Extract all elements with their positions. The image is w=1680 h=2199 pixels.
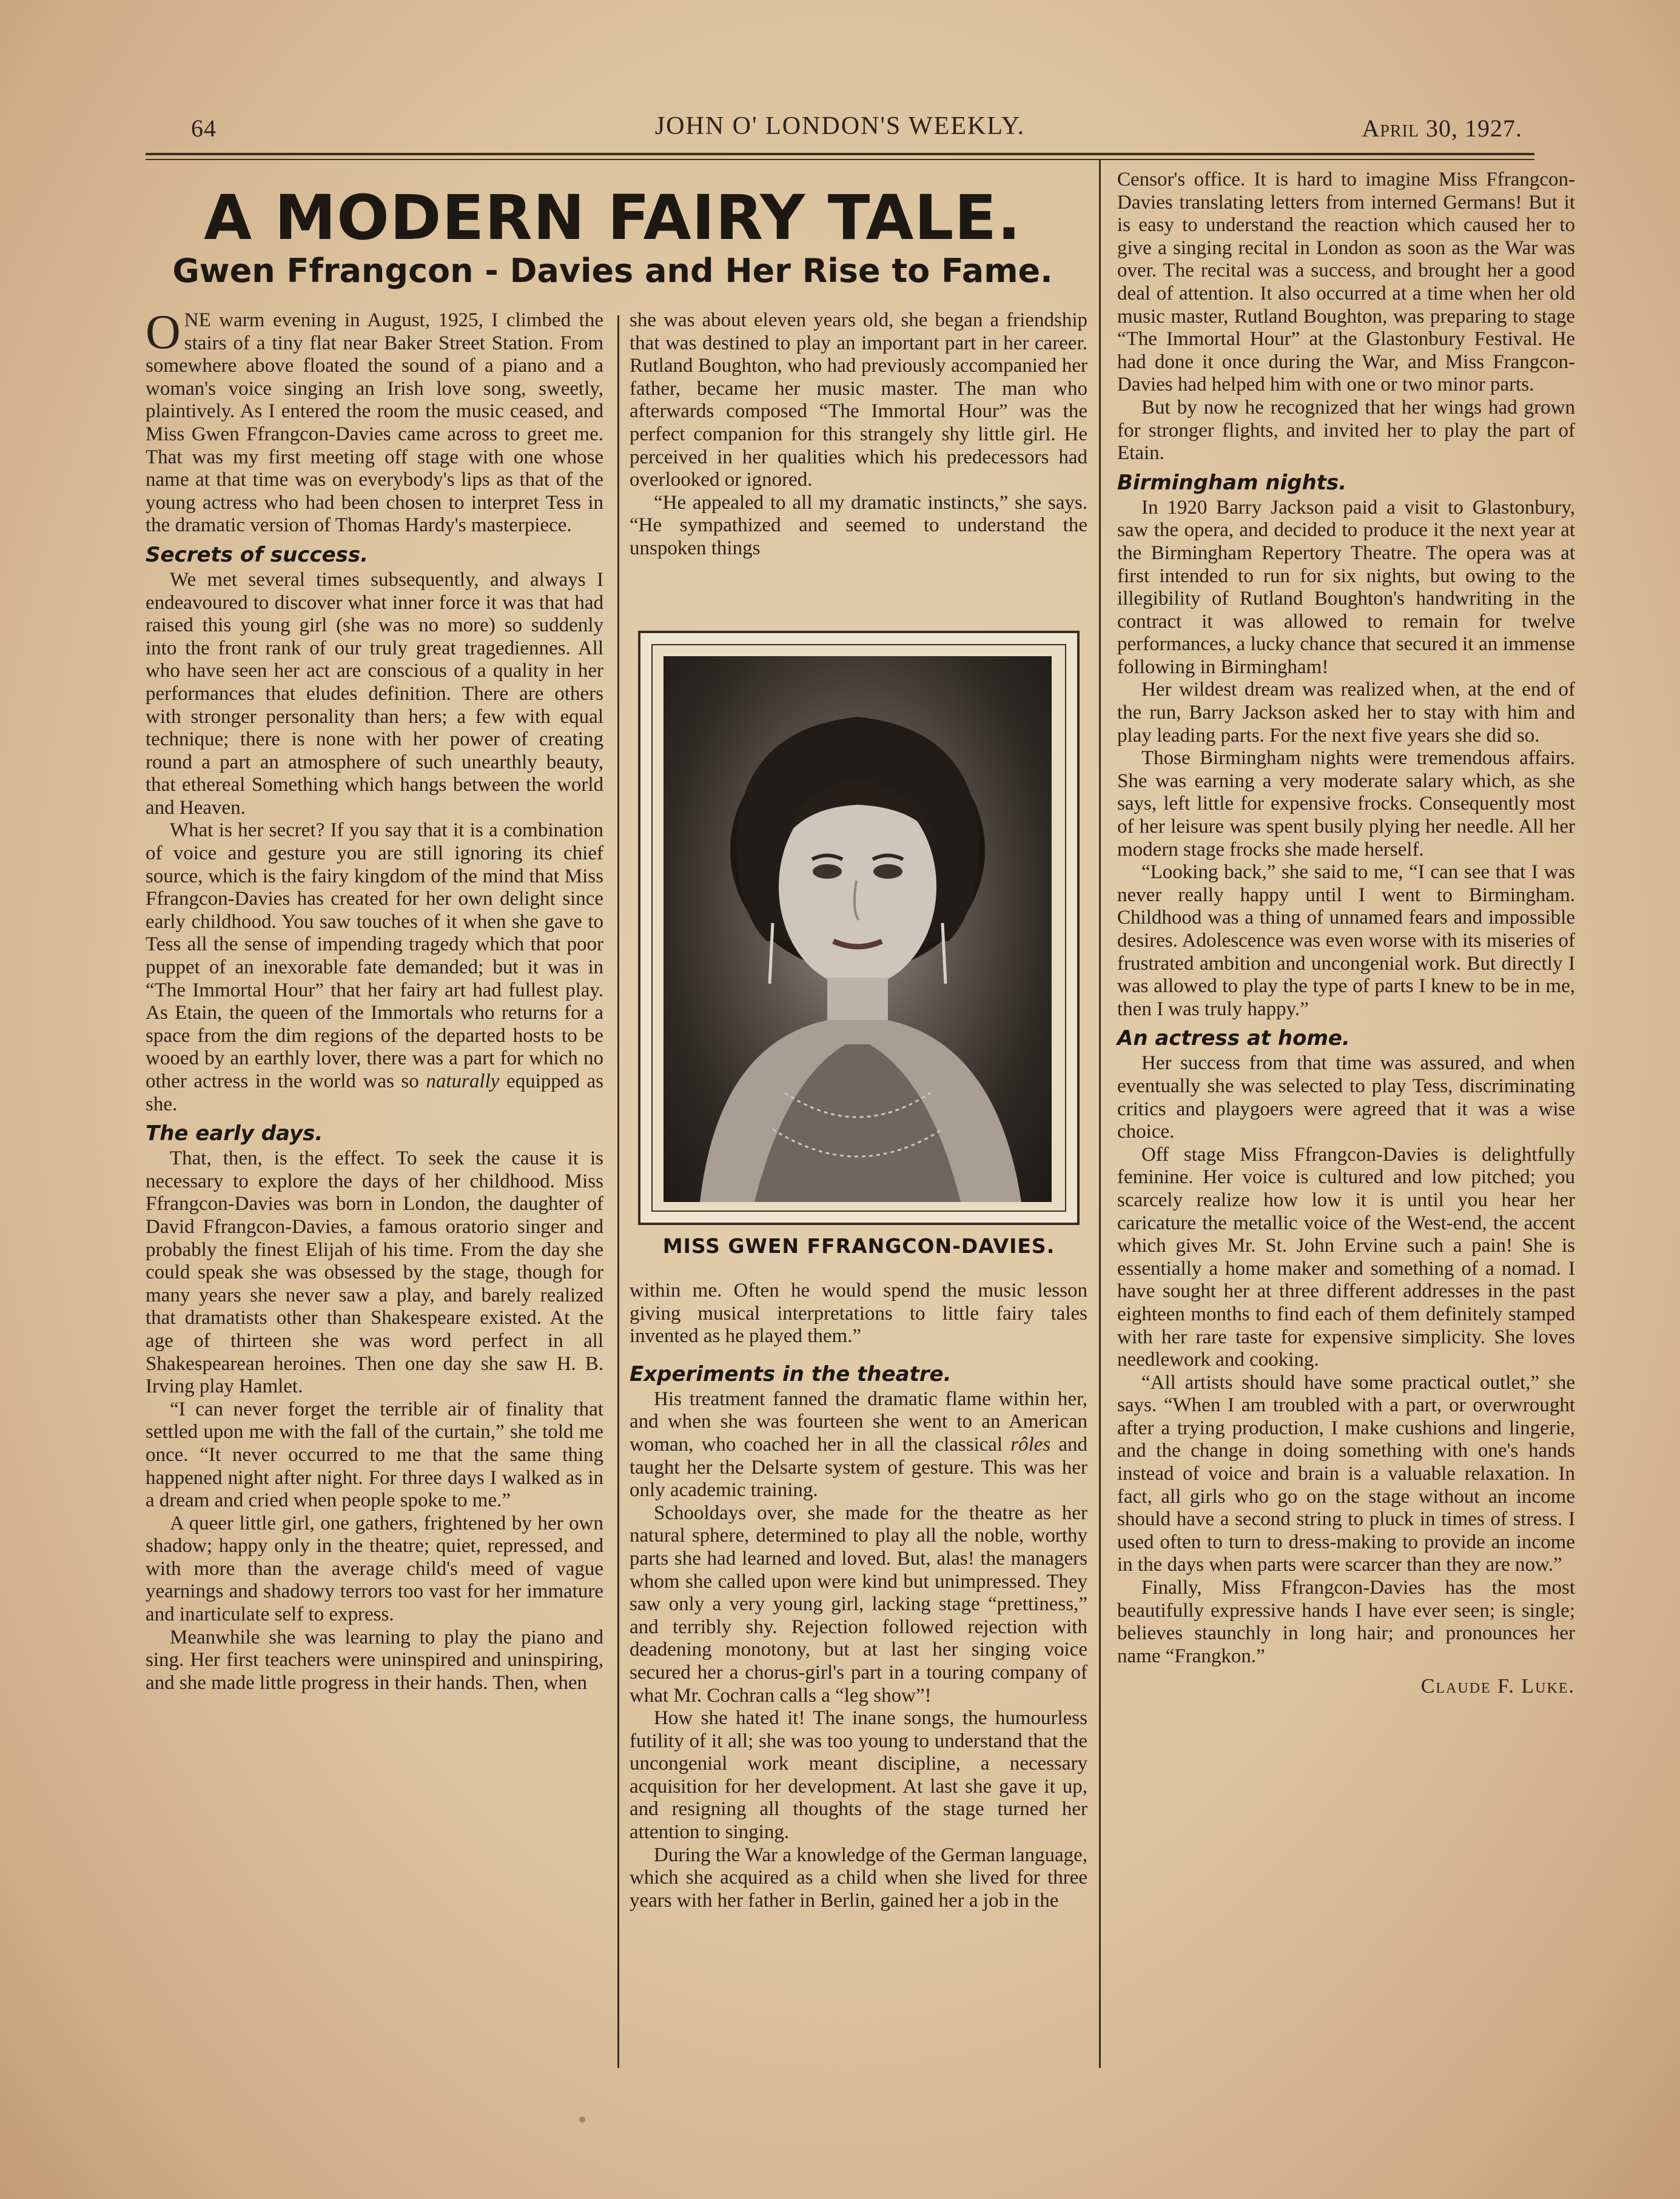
author-signature: Claude F. Luke. xyxy=(1420,1675,1575,1698)
column-rule-right xyxy=(1099,160,1101,2068)
paragraph: That, then, is the effect. To seek the cause it is necessary to explore the days of her childhood. Miss Ffrangcon-Davies was born in London, the daughter of David Ffrangcon-Davies, a famous oratorio singer and probably the finest Elijah of his time. From the day she could speak she was obsessed by the stage, though for many years she never saw a play, and barely realized that dramatists other than Shakespeare existed. At the age of thirteen she was word perfect in all Shakespearean heroines. Then one day she saw H. B. Irving play Hamlet. xyxy=(146,1147,603,1398)
emphasis: naturally xyxy=(426,1070,500,1092)
paragraph: A queer little girl, one gathers, frightened by her own shadow; happy only in the theatre; quiet, repressed, and with more than the average child's meed of vague yearnings and shadowy terrors too vast for her immature and inarticulate self to express. xyxy=(146,1512,603,1626)
column-2-top xyxy=(630,309,1087,560)
paragraph: We met several times subsequently, and always I endeavoured to discover what inner force it was that had raised this young girl (she was no more) so suddenly into the front rank of our truly great tragediennes. All who have seen her act are conscious of a quality in her performances that eludes definition. There are others with stronger personality than hers; a few with equal technique; there is none with her power of creating round a part an atmosphere of such unearthly beauty, that ethereal Something which hangs between the world and Heaven. xyxy=(146,568,603,819)
paragraph: Those Birmingham nights were tremendous affairs. She was earning a very moderate salary which, as she says, left little for expensive frocks. Consequently most of her leisure was spent busily plying her needle. All her modern stage frocks she made herself. xyxy=(1117,747,1575,861)
section-heading: Birmingham nights. xyxy=(1117,470,1347,495)
publication-title: JOHN O' LONDON'S WEEKLY. xyxy=(654,112,1026,140)
paragraph-text: equipped as she. xyxy=(146,1070,604,1115)
paragraph: Her wildest dream was realized when, at the end of the run, Barry Jackson asked her to stay with him and play leading parts. For the next five years she did so. xyxy=(1117,679,1575,747)
photo-caption: MISS GWEN FFRANGCON-DAVIES. xyxy=(662,1234,1055,1258)
article-subtitle: Gwen Ffrangcon - Davies and Her Rise to Fame. xyxy=(172,252,1053,290)
paragraph: Censor's office. It is hard to imagine Miss Ffrangcon-Davies translating letters from interned Germans! But it is easy to understand the reaction which caused her to give a singing recital in London as soon as the War was over. The recital was a success, and brought her a good deal of attention. It also occurred at a time when her old music master, Rutland Boughton, was preparing to stage “The Immortal Hour” at the Glastonbury Festival. He had done it once during the War, and Miss Frangcon-Davies had helped him with one or two minor parts. xyxy=(1117,169,1575,396)
paragraph: How she hated it! The inane songs, the humourless futility of it all; she was too young to understand that the uncongenial work meant discipline, a necessary acquisition for her development. At last she gave it up, and resigning all thoughts of the stage turned her attention to singing. xyxy=(630,1707,1087,1844)
portrait-photo xyxy=(664,656,1052,1202)
page-number: 64 xyxy=(191,115,217,142)
column-2-bottom xyxy=(630,1280,1087,1912)
article-title: A MODERN FAIRY TALE. xyxy=(204,182,1021,254)
column-rule-left xyxy=(617,315,619,2068)
drop-cap: O xyxy=(146,306,181,359)
paragraph: Schooldays over, she made for the theatre as her natural sphere, determined to play all the noble, worthy parts she had learned and loved. But, alas! the managers whom she called upon were kind but unimpressed. They saw only a very young girl, lacking stage “prettiness,” and terribly shy. Rejection followed rejection with deadening monotony, but at last her singing voice secured her a chorus-girl's part in a touring company of what Mr. Cochran calls a “leg show”! xyxy=(630,1502,1087,1707)
paragraph-text: What is her secret? If you say that it is a combination of voice and gesture you are still ignoring its chief source, which is the fairy kingdom of the mind that Miss Ffrangcon-Davies has created for her own delight since early childhood. You saw touches of it when she gave to Tess all the sense of impending tragedy which that poor puppet of an inexorable fate demanded; but it was in “The Immortal Hour” that her fairy art had fullest play. As Etain, the queen of the Immortals who returns for a space from the dim regions of the departed hosts to be wooed by an earthly lover, there was a part for which no other actress in the world was so xyxy=(146,819,603,1092)
emphasis: rôles xyxy=(1010,1433,1051,1455)
ink-smudge xyxy=(579,2117,585,2123)
paragraph: During the War a knowledge of the German language, which she acquired as a child when she lived for three years with her father in Berlin, gained her a job in the xyxy=(630,1844,1087,1912)
portrait-frame xyxy=(638,631,1080,1225)
paragraph: Her success from that time was assured, and when eventually she was selected to play Tess, discriminating critics and playgoers were agreed that it was a wise choice. xyxy=(1117,1052,1575,1143)
paragraph xyxy=(146,306,603,537)
section-heading: Experiments in the theatre. xyxy=(630,1361,952,1386)
section-heading: An actress at home. xyxy=(1117,1026,1350,1051)
paragraph xyxy=(146,819,603,1116)
header-rule xyxy=(146,153,1534,155)
portrait-illustration xyxy=(664,656,1052,1202)
section-heading: The early days. xyxy=(146,1121,323,1146)
paragraph: “All artists should have some practical outlet,” she says. “When I am troubled with a part, or overwrought after a trying production, I make cushions and lingerie, and the change in doing something with one's hands instead of voice and brain is a valuable relaxation. In fact, all girls who go on the stage without an income should have a second string to pluck in times of stress. I used often to turn to dress-making to provide an income in the days when parts were scarcer than they are now.” xyxy=(1117,1371,1575,1576)
running-header xyxy=(146,103,1534,146)
paragraph-text: NE warm evening in August, 1925, I climbed the stairs of a tiny flat near Baker Street Station. From somewhere above floated the sound of a piano and a woman's voice singing an Irish love song, sweetly, plaintively. As I entered the room the music ceased, and Miss Gwen Ffrangcon-Davies came across to greet me. That was my first meeting off stage with one whose name at that time was on everybody's lips as that of the young actress who had been chosen to interpret Tess in the dramatic version of Thomas Hardy's masterpiece. xyxy=(146,309,603,537)
paragraph: But by now he recognized that her wings had grown for stronger flights, and invited her to play the part of Etain. xyxy=(1117,396,1575,465)
paragraph: “I can never forget the terrible air of finality that settled upon me with the fall of the curtain,” she told me once. “It never occurred to me that the same thing happened night after night. For three days I walked as in a dream and cried when people spoke to me.” xyxy=(146,1398,603,1512)
paragraph: she was about eleven years old, she began a friendship that was destined to play an important part in her career. Rutland Boughton, who had previously accompanied her father, became her music master. The man who afterwards composed “The Immortal Hour” was the perfect companion for this strangely shy little girl. He perceived in her qualities which his predecessors had overlooked or ignored. xyxy=(630,309,1087,491)
issue-date: April 30, 1927. xyxy=(1362,115,1522,142)
paragraph: within me. Often he would spend the music lesson giving musical interpretations to little fairy tales invented as he played them.” xyxy=(630,1280,1087,1348)
paragraph: Finally, Miss Ffrangcon-Davies has the most beautifully expressive hands I have ever seen; is single; believes staunchly in long hair; and pronounces her name “Frangkon.” xyxy=(1117,1577,1575,1667)
column-1 xyxy=(146,306,604,1694)
paragraph: Meanwhile she was learning to play the piano and sing. Her first teachers were uninspired and uninspiring, and she made little progress in their hands. Then, when xyxy=(146,1626,603,1694)
paragraph-text: His treatment fanned the dramatic flame within her, and when she was fourteen she went to an American woman, who coached her in all the classical xyxy=(630,1388,1087,1455)
section-heading: Secrets of success. xyxy=(146,542,369,567)
paragraph: “He appealed to all my dramatic instincts,” she says. “He sympathized and seemed to understand the unspoken things xyxy=(630,491,1087,559)
header-rule-thin xyxy=(146,159,1534,160)
column-3 xyxy=(1117,169,1575,1698)
paragraph-text: and taught her the Delsarte system of gesture. This was her only academic training. xyxy=(630,1433,1088,1502)
paragraph: In 1920 Barry Jackson paid a visit to Glastonbury, saw the opera, and decided to produce it the next year at the Birmingham Repertory Theatre. The opera was at first intended to run for six nights, but owing to the illegibility of Rutland Boughton's handwriting in the contract it was allowed to remain for twelve performances, a lucky chance that secured it an immense following in Birmingham! xyxy=(1117,496,1575,678)
paragraph: “Looking back,” she said to me, “I can see that I was never really happy until I went to Birmingham. Childhood was a thing of unnamed fears and impossible desires. Adolescence was even worse with its miseries of frustrated ambition and uncongenial work. But directly I was allowed to play the type of parts I knew to be in me, then I was truly happy.” xyxy=(1117,861,1575,1020)
paragraph: Off stage Miss Ffrangcon-Davies is delightfully feminine. Her voice is cultured and low pitched; you scarcely realize how low it is until you hear her caricature the metallic voice of the West-end, the accent which gives Mr. St. John Ervine such a pain! She is essentially a home maker and something of a nomad. I have sought her at three different addresses in the past eighteen months to find each of them definitely stamped with her rare taste for expensive simplicity. She loves needlework and cooking. xyxy=(1117,1143,1575,1371)
paragraph xyxy=(630,1388,1087,1502)
